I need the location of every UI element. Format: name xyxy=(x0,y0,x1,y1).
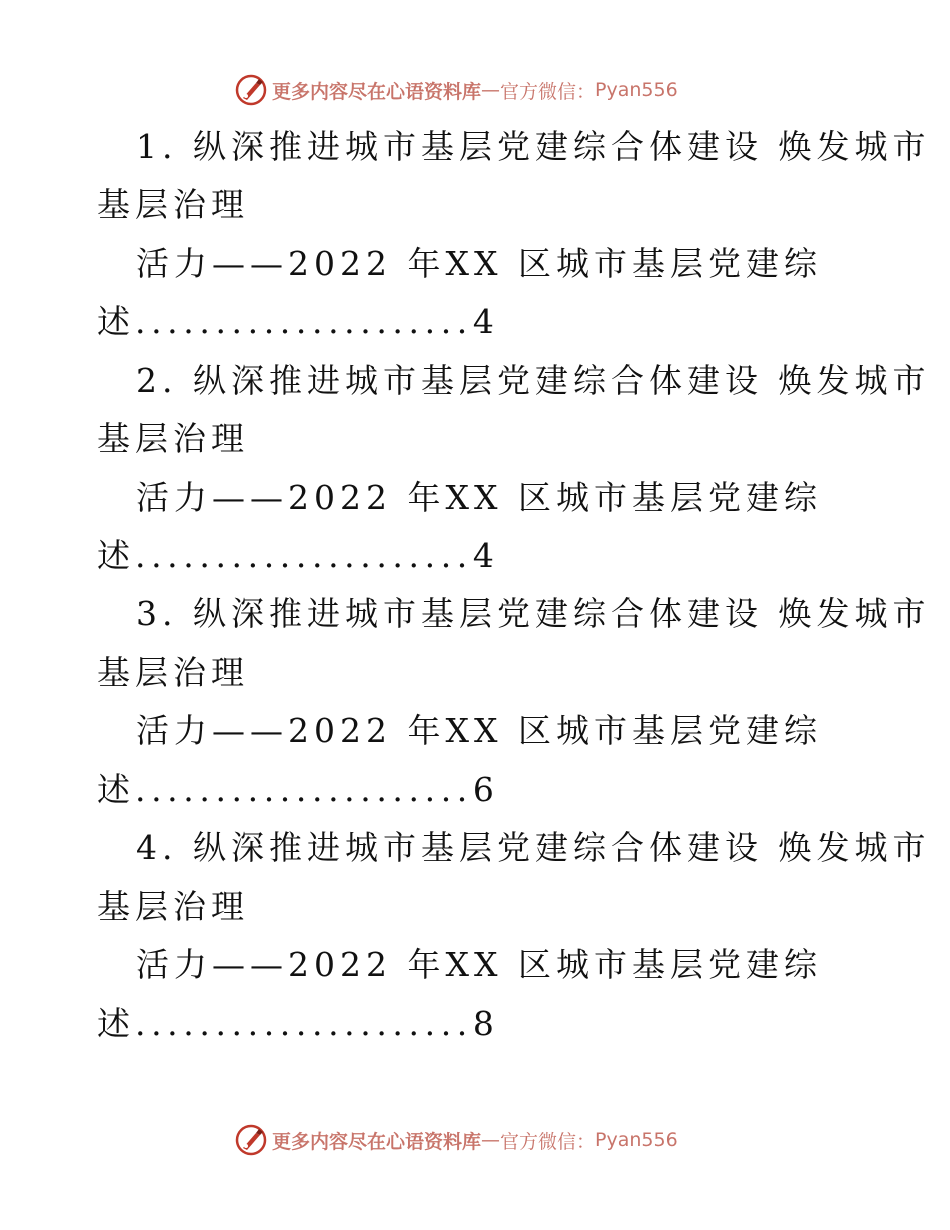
toc-entry-text: 述 xyxy=(97,1004,135,1043)
toc-entry-4-line-3[interactable]: 活力——2022 年XX 区城市基层党建综 xyxy=(136,945,822,984)
pen-logo-icon xyxy=(234,73,268,107)
toc-leader-dots: ..................... xyxy=(135,302,473,341)
toc-page-number: 8 xyxy=(472,1004,499,1043)
toc-entry-text: 述 xyxy=(97,536,135,575)
toc-entry-1-line-3[interactable]: 活力——2022 年XX 区城市基层党建综 xyxy=(136,244,822,283)
toc-page-number: 4 xyxy=(472,302,499,341)
toc-entry-4-line-4[interactable] xyxy=(97,1004,499,1044)
toc-entry-4-line-2[interactable]: 基层治理 xyxy=(97,887,249,926)
banner-wechat-id: Pyan556 xyxy=(595,1129,678,1151)
banner-wechat-label: 官方微信： xyxy=(500,1130,596,1153)
toc-entry-3-line-1[interactable]: 3. 纵深推进城市基层党建综合体建设 焕发城市 xyxy=(136,594,931,633)
toc-entry-text: 述 xyxy=(97,302,135,341)
toc-leader-dots: ..................... xyxy=(135,770,473,809)
toc-leader-dots: ..................... xyxy=(135,536,473,575)
pen-logo-icon xyxy=(234,1123,268,1157)
banner-dash: — xyxy=(481,79,501,101)
banner-main-text: 更多内容尽在心语资料库 xyxy=(272,80,482,103)
banner-main-text: 更多内容尽在心语资料库 xyxy=(272,1130,482,1153)
toc-entry-2-line-4[interactable] xyxy=(97,536,499,576)
toc-entry-3-line-4[interactable] xyxy=(97,770,499,810)
banner-wechat-id: Pyan556 xyxy=(595,79,678,101)
toc-entry-text: 述 xyxy=(97,770,135,809)
toc-entry-2-line-3[interactable]: 活力——2022 年XX 区城市基层党建综 xyxy=(136,478,822,517)
banner-wechat-label: 官方微信： xyxy=(500,80,596,103)
toc-entry-1-line-4[interactable] xyxy=(97,302,499,342)
banner-dash: — xyxy=(481,1129,501,1151)
toc-leader-dots: ..................... xyxy=(135,1004,473,1043)
toc-entry-3-line-3[interactable]: 活力——2022 年XX 区城市基层党建综 xyxy=(136,711,822,750)
toc-entry-2-line-2[interactable]: 基层治理 xyxy=(97,419,249,458)
header-banner xyxy=(234,72,678,108)
toc-entry-3-line-2[interactable]: 基层治理 xyxy=(97,653,249,692)
toc-entry-2-line-1[interactable]: 2. 纵深推进城市基层党建综合体建设 焕发城市 xyxy=(136,361,931,400)
footer-banner xyxy=(234,1122,678,1158)
toc-page-number: 6 xyxy=(472,770,499,809)
toc-entry-1-line-1[interactable]: 1. 纵深推进城市基层党建综合体建设 焕发城市 xyxy=(136,127,931,166)
toc-page-number: 4 xyxy=(472,536,499,575)
toc-entry-4-line-1[interactable]: 4. 纵深推进城市基层党建综合体建设 焕发城市 xyxy=(136,828,931,867)
toc-entry-1-line-2[interactable]: 基层治理 xyxy=(97,185,249,224)
